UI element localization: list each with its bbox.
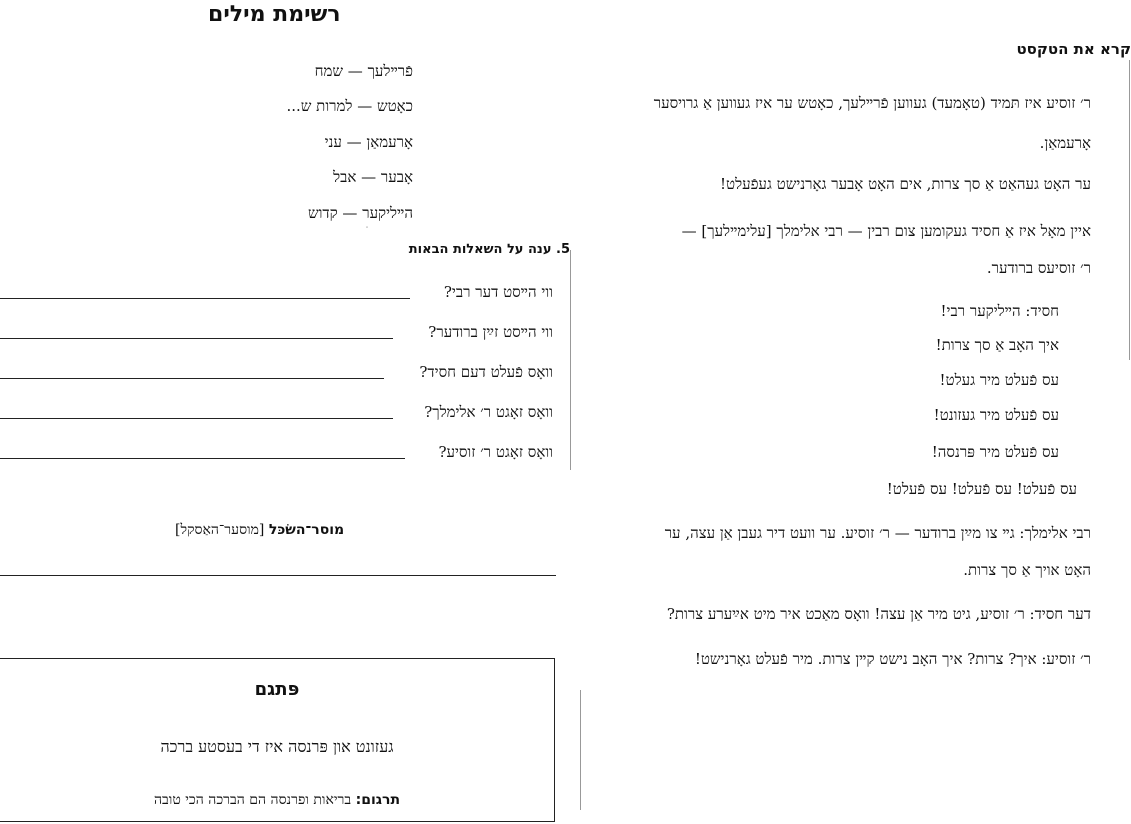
dialogue-line: עס פֿעלט מיר פּרנסה! — [931, 443, 1059, 461]
vocabulary-title: רשימת מילים — [208, 2, 341, 27]
translation-text: בריאות ופרנסה הם הברכה הכי טובה — [153, 792, 352, 808]
vocabulary-item: הײליקער — קדוש — [307, 204, 413, 222]
vocabulary-item: פֿרײלעך — שמח — [314, 62, 413, 80]
dialogue-line: איך האָב אַ סך צרות! — [935, 336, 1059, 354]
answer-line[interactable] — [0, 338, 393, 339]
ending-line: האָט אויך אַ סך צרות. — [963, 561, 1091, 579]
proverb-translation-row — [0, 792, 554, 809]
story-line: איין מאָל איז אַ חסיד געקומען צום רבין — רבי אלימלך [עלימײלעך] — — [681, 222, 1091, 240]
scan-artifact-line — [580, 690, 581, 810]
dialogue-line: חסיד: הײליקער רבי! — [940, 302, 1059, 320]
vocabulary-item: אָרעמאַן — עני — [324, 133, 413, 151]
story-line: אָרעמאַן. — [1039, 134, 1091, 152]
answer-line[interactable] — [0, 418, 393, 419]
proverb-text: געזונט און פּרנסה איז די בעסטע ברכה — [160, 737, 394, 756]
answer-line[interactable] — [0, 378, 384, 379]
proverb-box — [0, 658, 555, 822]
questions-heading: 5. ענה על השאלות הבאות — [408, 242, 570, 257]
moral-pronunciation: [מוסער־האַסקל] — [175, 522, 265, 538]
vocabulary-item: כאָטש — למרות ש... — [286, 97, 413, 115]
question-text: וואָס זאָגט ר׳ זוסיע? — [438, 443, 553, 461]
answer-line[interactable] — [0, 298, 410, 299]
ending-line: דער חסיד: ר׳ זוסיע, גיט מיר אַן עצה! וואָס מאַכט איר מיט אײַערע צרות? — [666, 605, 1091, 623]
question-text: וואָס זאָגט ר׳ אלימלך? — [424, 403, 553, 421]
reading-heading: קרא את הטקסט — [1016, 40, 1131, 58]
question-text: ווי הײסט דער רבי? — [443, 283, 553, 301]
answer-line[interactable] — [0, 458, 405, 459]
ending-line: רבי אלימלך: גײ צו מײַן ברודער — ר׳ זוסיע. ער וועט דיר געבן אַן עצה, ער — [664, 524, 1091, 542]
dialogue-line: עס פֿעלט מיר געזונט! — [933, 406, 1059, 424]
ending-line: ר׳ זוסיע: איך? צרות? איך האָב נישט קײן צרות. מיר פֿעלט גאָרנישט! — [694, 650, 1091, 668]
vocabulary-item: אָבער — אבל — [333, 168, 413, 186]
scan-artifact-line — [570, 250, 571, 470]
story-line: ר׳ זוסיע איז תּמיד (טאָמעד) געווען פֿרײלעך, כאָטש ער איז געווען אַ גרויסער — [653, 94, 1091, 112]
moral-label-row — [175, 522, 344, 539]
dialogue-line: עס פֿעלט מיר געלט! — [939, 371, 1059, 389]
translation-label: תרגום: — [355, 792, 401, 808]
scan-artifact-line — [1129, 60, 1130, 360]
moral-answer-line[interactable] — [0, 575, 556, 576]
question-text: ווי הײסט זײַן ברודער? — [428, 323, 553, 341]
moral-label: מוסר־השׂכּל — [268, 522, 345, 538]
story-line: ר׳ זוסיעס ברודער. — [986, 259, 1091, 277]
story-line: ער האָט געהאַט אַ סך צרות, אים האָט אָבער גאָרנישט געפֿעלט! — [719, 175, 1091, 193]
dialogue-line: עס פֿעלט! עס פֿעלט! עס פֿעלט! — [886, 480, 1077, 498]
proverb-title: פּתגם — [254, 679, 300, 700]
question-text: וואָס פֿעלט דעם חסיד? — [419, 363, 553, 381]
